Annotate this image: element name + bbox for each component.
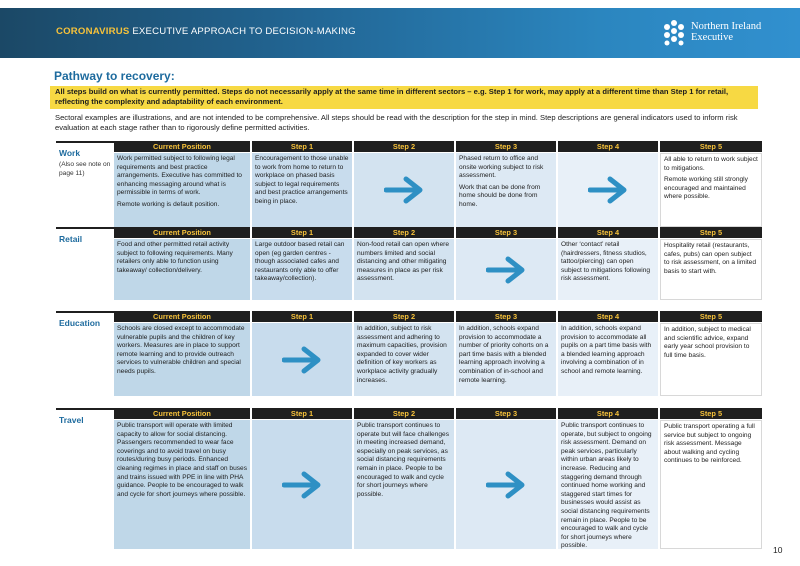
column-header-step-1: Step 1	[252, 141, 352, 152]
right-arrow-icon	[282, 346, 322, 374]
sector-label: Retail	[59, 234, 83, 244]
sector-sublabel: (Also see note on page 11)	[59, 161, 111, 177]
cell-text: Non-food retail can open where numbers limited and social distancing and other mitigating measures in place as per risk assessment.	[357, 241, 450, 283]
cell-text: Public transport continues to operate, but subject to ongoing risk assessment. Demand on peak services, particularly within urban areas likely to increase. Reducing and staggering demand through continued home working and staggered start times for businesses would assist as social distancing requirements remain in place. People to be encouraged to walk and cycle for short journeys where possible.	[561, 422, 652, 549]
cell-step-4	[558, 323, 658, 396]
pathway-title: Pathway to recovery:	[54, 69, 175, 83]
column-header-step-1: Step 1	[252, 408, 352, 419]
column-header-step-5: Step 5	[660, 141, 762, 152]
sector-label-cell	[56, 141, 114, 227]
intro-text: Sectoral examples are illustrations, and are not intended to be comprehensive. All steps should be read with the description for the step in mind. Step descriptions are general indicators used to inform risk evaluation at each stage rather than to rigorously define permitted activities.	[55, 113, 738, 133]
cell-step-4	[558, 239, 658, 300]
header-banner	[0, 8, 800, 58]
column-header-current-position: Current Position	[114, 141, 250, 152]
cell-step-5	[660, 323, 762, 396]
sector-label: Education	[59, 318, 101, 328]
column-header-step-5: Step 5	[660, 227, 762, 238]
logo-flax-icon	[661, 19, 687, 47]
sector-label-cell	[56, 408, 114, 549]
cell-step-2	[354, 420, 454, 549]
highlight-text: All steps build on what is currently permitted. Steps do not necessarily apply at the same time in different sectors – e.g. Step 1 for work, may apply at a different time than Step 1 for retail, reflecting the complexity and adaptability of each environment.	[55, 87, 729, 107]
cell-step-1	[252, 420, 352, 549]
column-header-step-4: Step 4	[558, 311, 658, 322]
page-number: 10	[773, 545, 783, 555]
cell-text: Large outdoor based retail can open (eg garden centres - though associated cafes and restaurants only able to offer takeaway/collection).	[255, 241, 345, 283]
column-header-step-4: Step 4	[558, 141, 658, 152]
cell-step-2	[354, 153, 454, 227]
column-header-step-4: Step 4	[558, 227, 658, 238]
column-header-step-2: Step 2	[354, 408, 454, 419]
cell-text: Public transport will operate with limited capacity to allow for social distancing. Passengers recommended to wear face coverings and to avoid travel on busy routes/during busy periods. Enhanced cleaning regimes in place and staff on buses and trains issued with PPE in line with PHA guidance. People to be encouraged to walk and cycle for short journeys where possible.	[117, 422, 248, 498]
column-header-step-5: Step 5	[660, 311, 762, 322]
document-title	[56, 26, 356, 37]
cell-step-3	[456, 323, 556, 396]
right-arrow-icon	[588, 176, 628, 204]
column-header-current-position: Current Position	[114, 408, 250, 419]
cell-step-1	[252, 239, 352, 300]
cell-text: Work that can be done from home should be done from home.	[459, 183, 541, 208]
column-header-step-2: Step 2	[354, 141, 454, 152]
cell-step-1	[252, 153, 352, 227]
sector-label-cell	[56, 311, 114, 396]
right-arrow-icon	[486, 471, 526, 499]
right-arrow-icon	[486, 256, 526, 284]
column-header-step-1: Step 1	[252, 227, 352, 238]
cell-text: Food and other permitted retail activity subject to following requirements. Many retailers only able to function using takeaway/ collection/delivery.	[117, 241, 233, 274]
cell-text: Work permitted subject to following legal requirements and best practice arrangements. Executive has committed to enhancing messaging around what is permissible in terms of work.	[117, 155, 242, 197]
cell-text: In addition, schools expand provision to accommodate a number of priority cohorts on a part time basis with a blended learning approach involving a combination of in-school and remote learning.	[459, 325, 549, 384]
cell-text: Public transport continues to operate but will face challenges in meeting increased demand, especially on peak services, as social distancing requirements remain in place. People to be encouraged to walk and cycle for short journeys where possible.	[357, 422, 450, 498]
cell-step-3	[456, 420, 556, 549]
cell-text: Public transport operating a full service but subject to ongoing risk assessment. Message about walking and cycling continues to be reinforced.	[664, 423, 755, 465]
column-header-current-position: Current Position	[114, 311, 250, 322]
sector-label: Work	[59, 148, 81, 158]
column-header-step-1: Step 1	[252, 311, 352, 322]
cell-text: Other ‘contact’ retail (hairdressers, fitness studios, tattoo/piercing) can open subject to mitigations following risk assessment.	[561, 241, 651, 283]
column-header-step-5: Step 5	[660, 408, 762, 419]
northern-ireland-executive-logo	[661, 19, 781, 49]
cell-step-5	[660, 420, 762, 549]
column-header-step-2: Step 2	[354, 311, 454, 322]
title-highlight: CORONAVIRUS	[56, 26, 130, 37]
cell-step-4	[558, 420, 658, 549]
cell-text: Phased return to office and onsite working subject to risk assessment.	[459, 155, 544, 180]
column-header-step-2: Step 2	[354, 227, 454, 238]
cell-step-5	[660, 153, 762, 227]
cell-step-3	[456, 153, 556, 227]
cell-current-position	[114, 420, 250, 549]
cell-text: Remote working is default position.	[117, 200, 220, 208]
sector-label-cell	[56, 227, 114, 300]
right-arrow-icon	[282, 471, 322, 499]
section-travel	[56, 408, 764, 549]
section-work	[56, 141, 764, 227]
cell-text: All able to return to work subject to mitigations.	[664, 156, 758, 172]
cell-text: Encouragement to those unable to work from home to return to workplace on phased basis subject to legal requirements and best practice arrangements being in place.	[255, 155, 349, 205]
section-education	[56, 311, 764, 396]
cell-current-position	[114, 239, 250, 300]
column-header-step-3: Step 3	[456, 227, 556, 238]
cell-text: Schools are closed except to accommodate vulnerable pupils and the children of key workers. Measures are in place to support remote learning and to provide outreach services to vulnerable children and special needs pupils.	[117, 325, 245, 375]
cell-text: In addition, subject to risk assessment and adhering to maximum capacities, provision expanded to cover wider definition of key workers as workplace activity gradually increases.	[357, 325, 447, 384]
column-header-step-3: Step 3	[456, 311, 556, 322]
column-header-current-position: Current Position	[114, 227, 250, 238]
cell-step-1	[252, 323, 352, 396]
cell-step-2	[354, 239, 454, 300]
cell-step-2	[354, 323, 454, 396]
right-arrow-icon	[384, 176, 424, 204]
cell-step-5	[660, 239, 762, 300]
title-rest: EXECUTIVE APPROACH TO DECISION-MAKING	[129, 26, 356, 37]
sector-label: Travel	[59, 415, 84, 425]
cell-text: In addition, subject to medical and scientific advice, expand early year school provision to full time basis.	[664, 326, 751, 359]
cell-current-position	[114, 323, 250, 396]
column-header-step-4: Step 4	[558, 408, 658, 419]
cell-text: Hospitality retail (restaurants, cafes, pubs) can open subject to risk assessment, on a limited basis to start with.	[664, 242, 756, 275]
cell-text: In addition, schools expand provision to accommodate all pupils on a part time basis with a blended learning approach involving a combination of in school and remote learning.	[561, 325, 652, 375]
column-header-step-3: Step 3	[456, 408, 556, 419]
cell-step-4	[558, 153, 658, 227]
logo-text: Northern Ireland Executive	[691, 21, 762, 43]
cell-current-position	[114, 153, 250, 227]
cell-step-3	[456, 239, 556, 300]
section-retail	[56, 227, 764, 300]
cell-text: Remote working still strongly encouraged and maintained where possible.	[664, 176, 748, 201]
column-header-step-3: Step 3	[456, 141, 556, 152]
